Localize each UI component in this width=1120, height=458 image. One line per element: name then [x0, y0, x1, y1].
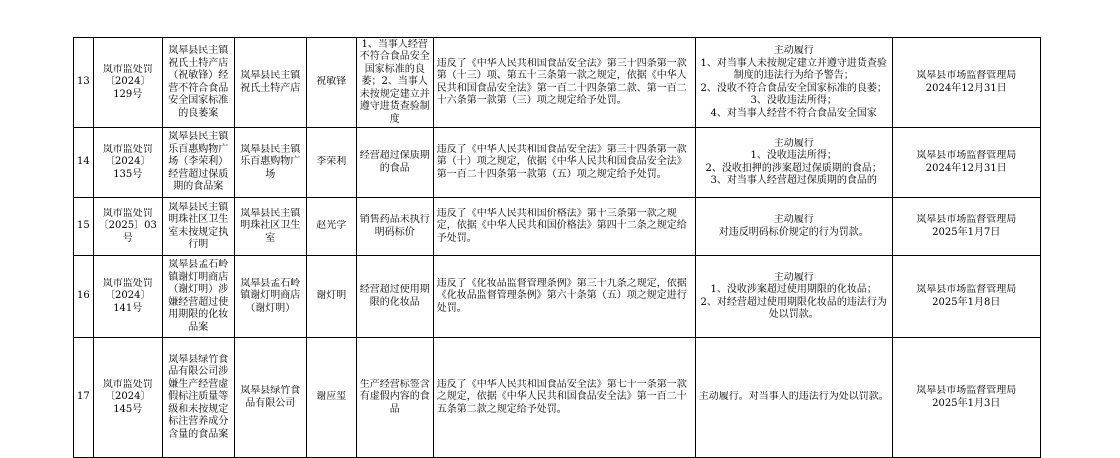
authority-cell: [892, 38, 1040, 128]
penalty-result-cell: [695, 256, 892, 338]
decision-number-cell: [93, 38, 162, 128]
legal-representative: 谢应玺: [316, 391, 347, 403]
penalty-result-line: 主动履行: [773, 45, 814, 56]
decision-date: 2025年1月7日: [932, 226, 1001, 238]
decision-number: 岚市监处罚〔2024〕135号: [102, 143, 153, 180]
violation-facts-cell: [356, 38, 433, 128]
party-name-cell: [234, 198, 306, 256]
authority-name: 岚皋县市场监督管理局: [916, 214, 1017, 225]
row-number-cell: [74, 256, 94, 338]
case-name-cell: [162, 256, 234, 338]
penalty-result-cell: [695, 338, 892, 458]
penalty-basis-cell: [433, 38, 695, 128]
penalty-result-line: 3、没收违法所得；: [750, 95, 837, 106]
authority-name: 岚皋县市场监督管理局: [916, 150, 1017, 161]
decision-number: 岚市监处罚〔2024〕141号: [102, 277, 153, 314]
penalty-result-cell: [695, 38, 892, 128]
penalty-result-line: 1、没收涉案超过使用期限的化妆品；: [710, 284, 877, 295]
decision-number-cell: [93, 256, 162, 338]
party-name: 岚皋县民主镇乐百惠购物广场: [240, 143, 301, 180]
party-name-cell: [234, 338, 306, 458]
violation-facts-cell: [356, 128, 433, 198]
party-name: 岚皋县孟石岭镇谢灯明商店（谢灯明）: [240, 277, 301, 314]
penalty-result-line: 2、没收不符合食品安全国家标准的良萎；: [700, 82, 887, 94]
party-name-cell: [234, 38, 306, 128]
legal-representative: 谢灯明: [316, 290, 347, 302]
case-name-cell: [162, 128, 234, 198]
party-name: 岚皋县民主镇明珠社区卫生室: [240, 207, 301, 244]
penalty-result-cell: [695, 128, 892, 198]
case-name: 岚皋县孟石岭镇谢灯明商店（谢灯明）涉嫌经营超过使用期限的化妆品案: [168, 259, 229, 333]
legal-representative: 祝敏锋: [316, 76, 347, 88]
case-name-cell: [162, 338, 234, 458]
row-number-cell: [74, 338, 94, 458]
penalty-result-line: 3、对当事人经营超过保质期的食品的: [710, 175, 877, 186]
authority-name: 岚皋县市场监督管理局: [916, 385, 1017, 396]
penalty-table: [73, 37, 1041, 458]
decision-date: 2024年12月31日: [925, 162, 1007, 174]
row-number-cell: [74, 38, 94, 128]
authority-name: 岚皋县市场监督管理局: [916, 70, 1017, 81]
decision-date: 2025年1月8日: [932, 296, 1001, 308]
case-name: 岚皋县民主镇明珠社区卫生室未按规定执行明: [168, 201, 229, 250]
decision-number: 岚市监处罚〔2024〕145号: [102, 378, 153, 415]
decision-number-cell: [93, 128, 162, 198]
row-number: 14: [77, 156, 90, 168]
table-row: [74, 256, 1041, 338]
decision-number-cell: [93, 338, 162, 458]
penalty-basis: 违反了《中华人民共和国食品安全法》第七十一条第一款之规定，依据《中华人民共和国食品安全法》第一百二十五条第二款之规定给予处罚。: [436, 378, 687, 415]
row-number: 13: [77, 76, 90, 88]
party-name-cell: [234, 256, 306, 338]
penalty-result-cell: [695, 198, 892, 256]
penalty-result-line: 主动履行。对当事人的违法行为处以罚款。: [698, 391, 889, 403]
penalty-result-line: 2、没收扣押的涉案超过保质期的食品；: [705, 162, 882, 174]
penalty-result-line: 4、对当事人经营不符合食品安全国家: [710, 107, 877, 119]
penalty-basis-cell: [433, 198, 695, 256]
penalty-result-line: 2、对经营超过使用期限化妆品的违法行为处以罚款。: [700, 296, 887, 320]
violation-facts: 经营超过保质期的食品: [359, 150, 430, 174]
penalty-basis-cell: [433, 128, 695, 198]
violation-facts: 1、当事人经营不符合食品安全国家标准的良萎；2、当事人未按规定建立并遵守进货查验制度: [359, 38, 430, 125]
row-number-cell: [74, 128, 94, 198]
legal-representative-cell: [306, 128, 356, 198]
violation-facts-cell: [356, 256, 433, 338]
row-number: 15: [77, 220, 90, 232]
violation-facts-cell: [356, 198, 433, 256]
party-name: 岚皋县绿竹食品有限公司: [240, 385, 301, 409]
decision-number: 岚市监处罚〔2025〕03号: [98, 207, 157, 244]
decision-number-cell: [93, 198, 162, 256]
authority-cell: [892, 128, 1040, 198]
table-row: [74, 338, 1041, 458]
penalty-result-line: 主动履行: [773, 214, 814, 225]
authority-cell: [892, 256, 1040, 338]
legal-representative-cell: [306, 38, 356, 128]
case-name: 岚皋县绿竹食品有限公司涉嫌生产经营虚假标注质量等级和未按规定标注营养成分含量的食品案: [168, 353, 229, 440]
row-number: 16: [77, 290, 90, 302]
legal-representative-cell: [306, 198, 356, 256]
penalty-basis: 违反了《中华人民共和国价格法》第十三条第一款之规定，依据《中华人民共和国价格法》第四十二条之规定给予处罚。: [436, 207, 687, 244]
row-number: 17: [77, 391, 90, 403]
case-name-cell: [162, 198, 234, 256]
authority-name: 岚皋县市场监督管理局: [916, 284, 1017, 295]
authority-cell: [892, 198, 1040, 256]
penalty-result-line: 1、对当事人未按规定建立并遵守进货查验制度的违法行为给予警告；: [700, 57, 887, 81]
legal-representative-cell: [306, 338, 356, 458]
penalty-basis-cell: [433, 256, 695, 338]
table-row: [74, 38, 1041, 128]
violation-facts: 经营超过使用期限的化妆品: [359, 284, 430, 308]
violation-facts: 销售药品未执行明码标价: [359, 214, 430, 238]
table-row: [74, 128, 1041, 198]
authority-cell: [892, 338, 1040, 458]
decision-date: 2024年12月31日: [925, 82, 1007, 94]
decision-number: 岚市监处罚〔2024〕129号: [102, 63, 153, 100]
violation-facts-cell: [356, 338, 433, 458]
decision-date: 2025年1月3日: [932, 397, 1001, 409]
row-number-cell: [74, 198, 94, 256]
penalty-basis: 违反了《中华人民共和国食品安全法》第三十四条第一款第（十）项之规定，依据《中华人民共和国食品安全法》第一百二十四条第一款第（五）项之规定给予处罚。: [436, 143, 687, 180]
table-row: [74, 198, 1041, 256]
penalty-result-line: 对违反明码标价规定的行为罚款。: [718, 226, 869, 238]
violation-facts: 生产经营标签含有虚假内容的食品: [359, 378, 430, 415]
case-name: 岚皋县民主镇祝氏土特产店（祝敏锋）经营不符合食品安全国家标准的良萎案: [168, 45, 229, 119]
party-name-cell: [234, 128, 306, 198]
penalty-basis-cell: [433, 338, 695, 458]
case-name-cell: [162, 38, 234, 128]
penalty-basis: 违反了《中华人民共和国食品安全法》第三十四条第一款第（十三）项、第五十三条第一款之规定，依据《中华人民共和国食品安全法》第一百二十四条第二款、第一百二十六条第一款第（三）项之规定给予处罚。: [436, 57, 687, 106]
penalty-basis: 违反了《化妆品监督管理条例》第三十九条之规定，依据《化妆品监督管理条例》第六十条第（五）项之规定进行处罚。: [436, 277, 687, 314]
legal-representative: 李荣利: [316, 156, 347, 168]
legal-representative: 赵光学: [316, 220, 347, 232]
legal-representative-cell: [306, 256, 356, 338]
party-name: 岚皋县民主镇祝氏土特产店: [240, 70, 301, 94]
penalty-result-line: 1、没收违法所得；: [750, 150, 837, 161]
penalty-result-line: 主动履行: [773, 137, 814, 149]
case-name: 岚皋县民主镇乐百惠购物广场（李荣利）经营超过保质期的食品案: [168, 131, 229, 193]
penalty-result-line: 主动履行: [773, 271, 814, 283]
